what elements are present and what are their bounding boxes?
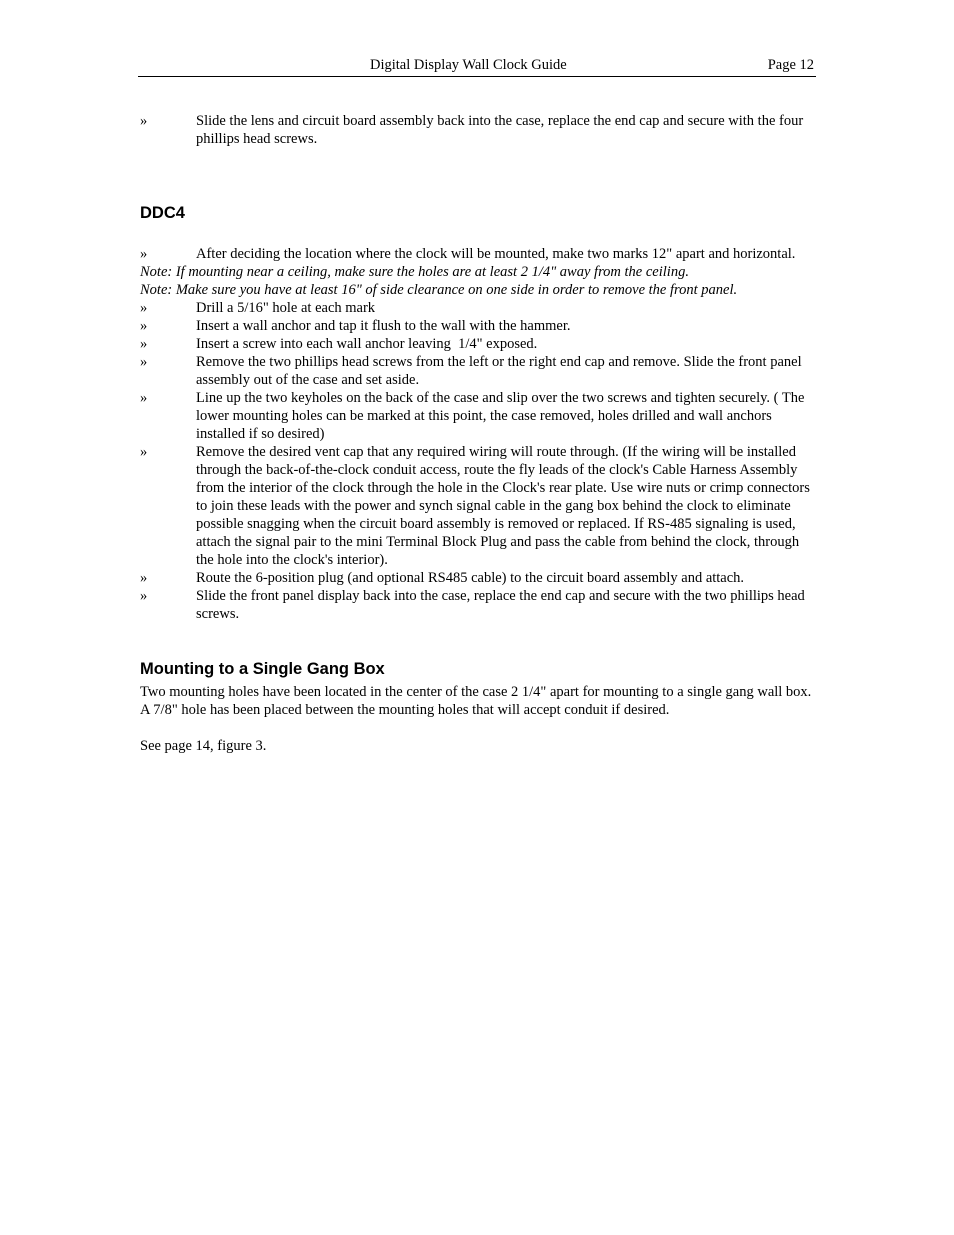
list-item-text: Slide the lens and circuit board assembly back into the case, replace the end cap and secure with the four phillips head screws.	[196, 113, 804, 147]
list-item	[140, 245, 816, 263]
bullet-icon: »	[140, 570, 148, 586]
list-item	[140, 353, 816, 389]
list-item-text: Drill a 5/16" hole at each mark	[196, 300, 376, 316]
bullet-icon: »	[140, 390, 148, 406]
page-number: Page 12	[767, 57, 814, 73]
document-title: Digital Display Wall Clock Guide	[370, 57, 567, 73]
bullet-icon: »	[140, 444, 148, 460]
list-item	[140, 317, 816, 335]
list-item-text: Line up the two keyholes on the back of the case and slip over the two screws and tighten securely. ( The lower mounting holes can be marked at this point, the case removed, holes drilled and wall anchors installed if so desired)	[196, 390, 805, 442]
list-item-text: Remove the desired vent cap that any required wiring will route through. (If the wiring will be installed through the back-of-the-clock conduit access, route the fly leads of the clock's Cable Harness Assembly from the interior of the clock through the hole in the Clock's rear plate. Use wire nuts or crimp connectors to join these leads with the power and synch signal cable in the gang box behind the clock to eliminate possible snagging when the circuit board assembly is removed or replaced. If RS-485 signaling is used, attach the signal pair to the mini Terminal Block Plug and pass the cable from behind the clock, through the hole into the clock's interior).	[196, 444, 810, 568]
list-item-text: After deciding the location where the clock will be mounted, make two marks 12" apart and horizontal.	[196, 246, 796, 262]
bullet-icon: »	[140, 336, 148, 352]
bullet-icon: »	[140, 318, 148, 334]
section-heading-gang-box: Mounting to a Single Gang Box	[140, 660, 385, 678]
bullet-icon: »	[140, 588, 148, 604]
bullet-icon: »	[140, 354, 148, 370]
bullet-icon: »	[140, 246, 148, 262]
note-side-clearance: Note: Make sure you have at least 16" of side clearance on one side in order to remove the front panel.	[140, 282, 738, 298]
list-item-text: Slide the front panel display back into the case, replace the end cap and secure with the two phillips head screws.	[196, 588, 805, 622]
list-item	[140, 389, 816, 443]
list-item	[140, 299, 816, 317]
list-item	[140, 443, 816, 569]
list-item	[140, 569, 816, 587]
page-header	[138, 57, 816, 77]
list-item	[140, 587, 816, 623]
page-content	[140, 112, 816, 755]
bullet-icon: »	[140, 113, 148, 129]
list-item-text: Remove the two phillips head screws from the left or the right end cap and remove. Slide the front panel assembly out of the case and set aside.	[196, 354, 802, 388]
bullet-icon: »	[140, 300, 148, 316]
list-item	[140, 335, 816, 353]
see-also-reference: See page 14, figure 3.	[140, 738, 267, 754]
list-item-text: Insert a wall anchor and tap it flush to the wall with the hammer.	[196, 318, 571, 334]
gang-box-paragraph: Two mounting holes have been located in the center of the case 2 1/4" apart for mounting to a single gang wall box. A 7/8" hole has been placed between the mounting holes that will accept conduit if desired.	[140, 684, 812, 718]
list-item-text: Route the 6-position plug (and optional RS485 cable) to the circuit board assembly and attach.	[196, 570, 745, 586]
note-ceiling: Note: If mounting near a ceiling, make sure the holes are at least 2 1/4" away from the ceiling.	[140, 264, 689, 280]
list-item	[140, 112, 816, 148]
section-heading-ddc4: DDC4	[140, 204, 185, 222]
list-item-text: Insert a screw into each wall anchor leaving 1/4" exposed.	[196, 336, 538, 352]
